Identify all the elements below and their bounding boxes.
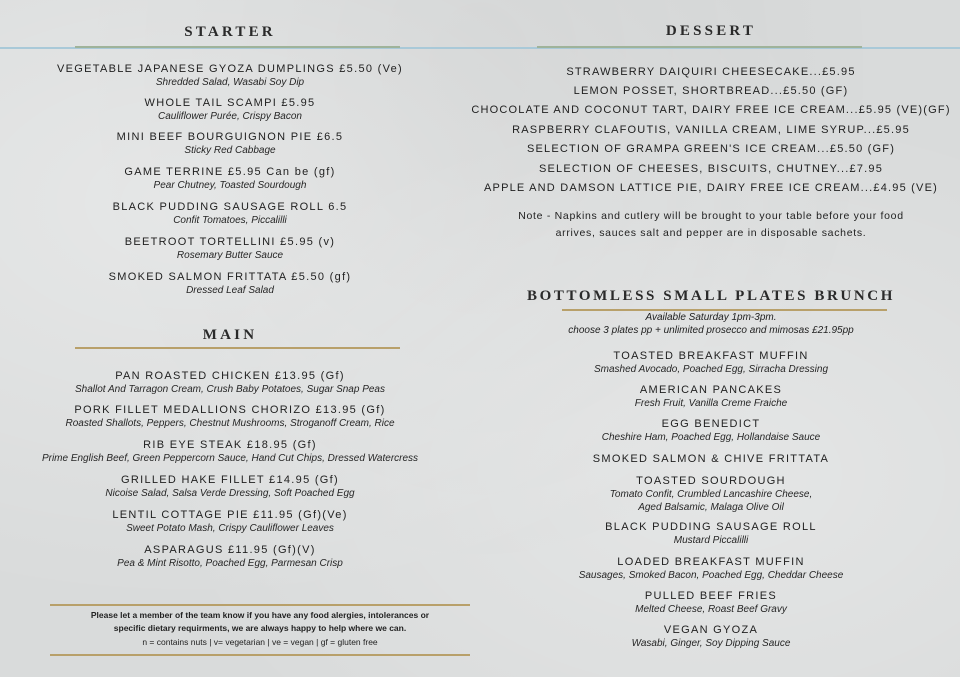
item-desc: Wasabi, Ginger, Soy Dipping Sauce xyxy=(631,638,791,649)
main-item xyxy=(0,543,460,570)
dessert-item: RASPBERRY CLAFOUTIS, VANILLA CREAM, LIME SYRUP...£5.95 xyxy=(512,124,910,136)
item-desc: Mustard Piccalilli xyxy=(673,535,749,546)
item-name: WHOLE TAIL SCAMPI £5.95 xyxy=(144,97,316,109)
main-item xyxy=(0,473,460,500)
item-name: RIB EYE STEAK £18.95 (Gf) xyxy=(143,439,317,451)
item-desc: Roasted Shallots, Peppers, Chestnut Mushrooms, Stroganoff Cream, Rice xyxy=(65,418,395,429)
item-name: LOADED BREAKFAST MUFFIN xyxy=(617,556,805,568)
item-desc: Nicoise Salad, Salsa Verde Dressing, Soft Poached Egg xyxy=(105,488,355,499)
item-desc: Cauliflower Purée, Crispy Bacon xyxy=(158,111,302,122)
item-name: LENTIL COTTAGE PIE £11.95 (Gf)(Ve) xyxy=(112,509,348,521)
dietary-key: n = contains nuts | v= vegetarian | ve = vegan | gf = gluten free xyxy=(142,637,378,647)
brunch-item xyxy=(462,589,960,616)
item-name: AMERICAN PANCAKES xyxy=(639,384,783,396)
item-name: MINI BEEF BOURGUIGNON PIE £6.5 xyxy=(116,131,344,143)
item-name: EGG BENEDICT xyxy=(661,418,761,430)
item-name: GRILLED HAKE FILLET £14.95 (Gf) xyxy=(120,474,339,486)
item-name: BEETROOT TORTELLINI £5.95 (v) xyxy=(124,236,336,248)
brunch-item xyxy=(462,520,960,547)
allergy-rule-top xyxy=(50,604,470,606)
right-column xyxy=(462,0,960,677)
item-name: PULLED BEEF FRIES xyxy=(644,590,778,602)
item-name: VEGAN GYOZA xyxy=(663,624,759,636)
allergy-rule-bottom xyxy=(50,654,470,656)
item-desc: Prime English Beef, Green Peppercorn Sauce, Hand Cut Chips, Dressed Watercress xyxy=(41,453,419,464)
note-line-2: arrives, sauces salt and pepper are in disposable sachets. xyxy=(555,227,867,239)
item-desc: Fresh Fruit, Vanilla Creme Fraiche xyxy=(634,398,788,409)
item-desc: Sticky Red Cabbage xyxy=(184,145,276,156)
item-desc: Aged Balsamic, Malaga Olive Oil xyxy=(638,502,784,513)
item-desc: Sausages, Smoked Bacon, Poached Egg, Cheddar Cheese xyxy=(578,570,844,581)
dessert-item: CHOCOLATE AND COCONUT TART, DAIRY FREE ICE CREAM...£5.95 (VE)(GF) xyxy=(471,104,951,116)
main-item xyxy=(0,508,460,535)
item-name: SMOKED SALMON & CHIVE FRITTATA xyxy=(592,453,830,465)
starter-rule xyxy=(75,46,400,48)
main-item xyxy=(0,369,460,396)
item-name: ASPARAGUS £11.95 (Gf)(V) xyxy=(144,544,316,556)
main-item xyxy=(0,438,460,465)
allergy-line-2: specific dietary requirments, we are always happy to help where we can. xyxy=(113,623,407,633)
dessert-item: STRAWBERRY DAIQUIRI CHEESECAKE...£5.95 xyxy=(566,66,856,78)
starter-item xyxy=(0,200,460,227)
dessert-rule xyxy=(537,46,862,48)
starter-item xyxy=(0,62,460,89)
main-rule xyxy=(75,347,400,349)
brunch-intro xyxy=(462,311,960,337)
item-desc: Pea & Mint Risotto, Poached Egg, Parmesan Crisp xyxy=(117,558,343,569)
item-desc: Shallot And Tarragon Cream, Crush Baby Potatoes, Sugar Snap Peas xyxy=(75,384,385,395)
brunch-item xyxy=(462,417,960,444)
brunch-item xyxy=(462,623,960,650)
brunch-title: BOTTOMLESS SMALL PLATES BRUNCH xyxy=(527,288,895,304)
starter-title: STARTER xyxy=(184,24,276,40)
item-name: BLACK PUDDING SAUSAGE ROLL 6.5 xyxy=(112,201,348,213)
item-name: TOASTED BREAKFAST MUFFIN xyxy=(613,350,809,362)
dessert-item: LEMON POSSET, SHORTBREAD...£5.50 (GF) xyxy=(573,85,849,97)
item-name: PAN ROASTED CHICKEN £13.95 (Gf) xyxy=(115,370,345,382)
brunch-hours: Available Saturday 1pm-3pm. xyxy=(645,312,777,323)
allergy-notice xyxy=(50,609,470,659)
item-desc: Shredded Salad, Wasabi Soy Dip xyxy=(155,77,305,88)
item-desc: Dressed Leaf Salad xyxy=(186,285,274,296)
starter-item xyxy=(0,235,460,262)
brunch-item xyxy=(462,555,960,582)
item-desc: Smashed Avocado, Poached Egg, Sirracha Dressing xyxy=(593,364,829,375)
item-name: BLACK PUDDING SAUSAGE ROLL xyxy=(605,521,817,533)
item-desc: Pear Chutney, Toasted Sourdough xyxy=(153,180,307,191)
item-name: GAME TERRINE £5.95 Can be (gf) xyxy=(124,166,336,178)
dessert-item: APPLE AND DAMSON LATTICE PIE, DAIRY FREE ICE CREAM...£4.95 (VE) xyxy=(484,182,938,194)
dessert-title: DESSERT xyxy=(665,23,757,39)
item-desc: Melted Cheese, Roast Beef Gravy xyxy=(635,604,787,615)
allergy-line-1: Please let a member of the team know if you have any food alergies, intolerances or xyxy=(90,610,430,620)
brunch-item xyxy=(462,349,960,376)
item-desc: Rosemary Butter Sauce xyxy=(176,250,284,261)
main-item xyxy=(0,403,460,430)
starter-item xyxy=(0,96,460,123)
item-name: VEGETABLE JAPANESE GYOZA DUMPLINGS £5.50 (Ve) xyxy=(56,63,404,75)
item-name: SMOKED SALMON FRITTATA £5.50 (gf) xyxy=(108,271,352,283)
starter-item xyxy=(0,270,460,297)
brunch-item xyxy=(462,383,960,410)
item-desc: Tomato Confit, Crumbled Lancashire Cheese, xyxy=(609,489,813,500)
brunch-item xyxy=(462,452,960,466)
item-desc: Sweet Potato Mash, Crispy Cauliflower Leaves xyxy=(126,523,334,534)
starter-item xyxy=(0,130,460,157)
main-title: MAIN xyxy=(202,327,258,343)
note-line-1: Note - Napkins and cutlery will be brought to your table before your food xyxy=(518,210,904,222)
item-name: TOASTED SOURDOUGH xyxy=(636,475,786,487)
item-desc: Cheshire Ham, Poached Egg, Hollandaise Sauce xyxy=(601,432,821,443)
dessert-item: SELECTION OF CHEESES, BISCUITS, CHUTNEY...£7.95 xyxy=(538,163,884,175)
item-desc: Confit Tomatoes, Piccalilli xyxy=(173,215,287,226)
brunch-offer: choose 3 plates pp + unlimited prosecco and mimosas £21.95pp xyxy=(568,325,854,336)
brunch-item xyxy=(462,474,960,514)
item-name: PORK FILLET MEDALLIONS CHORIZO £13.95 (Gf) xyxy=(74,404,386,416)
napkins-note xyxy=(462,208,960,242)
left-column xyxy=(0,0,460,677)
starter-item xyxy=(0,165,460,192)
dessert-item: SELECTION OF GRAMPA GREEN'S ICE CREAM...£5.50 (GF) xyxy=(526,143,896,155)
